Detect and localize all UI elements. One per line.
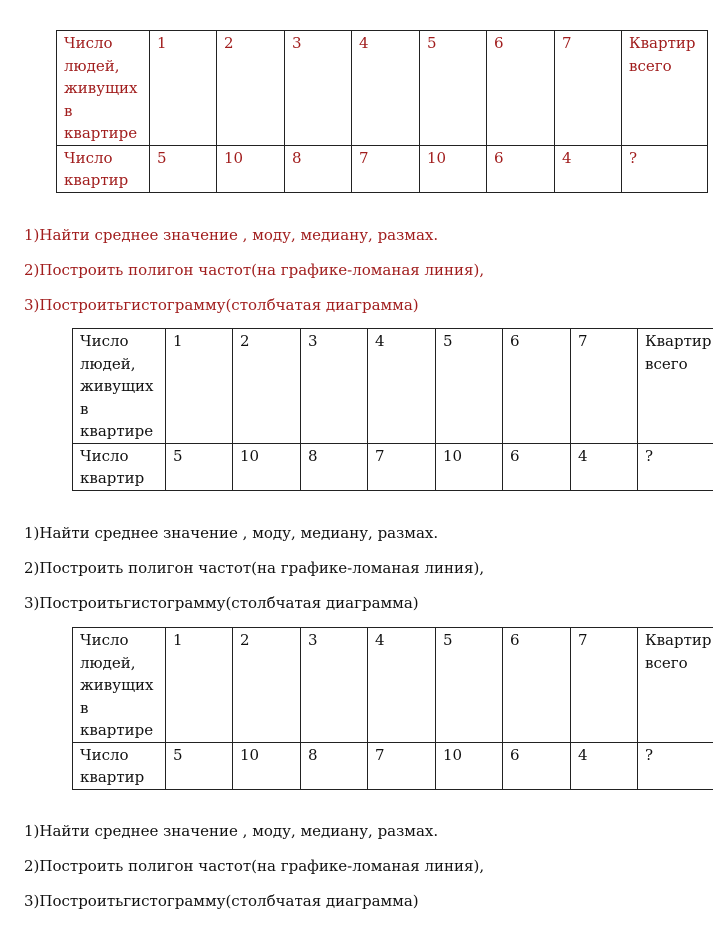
people-cell: 1 (150, 31, 217, 146)
total-header-cell: Квартир всего (622, 31, 708, 146)
apartments-cell: 6 (503, 742, 571, 789)
apartments-cell: 5 (150, 145, 217, 192)
total-value-cell: ? (638, 443, 713, 490)
total-value-cell: ? (622, 145, 708, 192)
people-cell: 4 (368, 329, 436, 444)
total-header-cell: Квартир всего (638, 628, 713, 743)
row-label-apartments: Число квартир (73, 443, 166, 490)
people-cell: 6 (487, 31, 555, 146)
total-header-cell: Квартир всего (638, 329, 713, 444)
apartments-cell: 5 (166, 443, 233, 490)
people-cell: 4 (368, 628, 436, 743)
row-label-people: Число людей, живущих в квартире (73, 329, 166, 444)
people-cell: 5 (436, 329, 503, 444)
people-cell: 2 (217, 31, 285, 146)
people-cell: 6 (503, 628, 571, 743)
apartments-cell: 7 (352, 145, 420, 192)
apartments-cell: 8 (285, 145, 352, 192)
apartments-cell: 8 (301, 742, 368, 789)
people-cell: 7 (555, 31, 622, 146)
people-cell: 1 (166, 329, 233, 444)
table-row-apartments (73, 742, 713, 789)
apartments-cell: 6 (503, 443, 571, 490)
apartments-cell: 5 (166, 742, 233, 789)
apartments-cell: 10 (420, 145, 487, 192)
row-label-apartments: Число квартир (57, 145, 150, 192)
data-table-2 (72, 328, 713, 491)
task-line-1: 1)Найти среднее значение , моду, медиану, размах. (24, 226, 439, 244)
task-line-1: 1)Найти среднее значение , моду, медиану, размах. (24, 822, 439, 840)
apartments-cell: 4 (571, 742, 638, 789)
apartments-cell: 10 (436, 742, 503, 789)
task-line-2: 2)Построить полигон частот(на графике-ломаная линия), (24, 261, 485, 279)
row-label-people: Число людей, живущих в квартире (73, 628, 166, 743)
row-label-apartments: Число квартир (73, 742, 166, 789)
apartments-cell: 7 (368, 742, 436, 789)
total-value-cell: ? (638, 742, 713, 789)
people-cell: 3 (285, 31, 352, 146)
apartments-cell: 10 (436, 443, 503, 490)
people-cell: 6 (503, 329, 571, 444)
people-cell: 5 (436, 628, 503, 743)
table-row-people (73, 628, 713, 743)
task-line-2: 2)Построить полигон частот(на графике-ломаная линия), (24, 857, 485, 875)
people-cell: 1 (166, 628, 233, 743)
people-cell: 2 (233, 329, 301, 444)
apartments-cell: 10 (233, 443, 301, 490)
data-table-3 (72, 627, 713, 790)
table-row-people (73, 329, 713, 444)
people-cell: 5 (420, 31, 487, 146)
people-cell: 7 (571, 628, 638, 743)
data-table-1 (56, 30, 708, 193)
task-line-3: 3)Построитьгистограмму(столбчатая диаграмма) (24, 594, 419, 612)
apartments-cell: 4 (555, 145, 622, 192)
task-line-2: 2)Построить полигон частот(на графике-ломаная линия), (24, 559, 485, 577)
task-line-3: 3)Построитьгистограмму(столбчатая диаграмма) (24, 296, 419, 314)
task-line-1: 1)Найти среднее значение , моду, медиану, размах. (24, 524, 439, 542)
table-row-apartments (73, 443, 713, 490)
table-row-people (57, 31, 708, 146)
apartments-cell: 10 (217, 145, 285, 192)
apartments-cell: 4 (571, 443, 638, 490)
people-cell: 3 (301, 329, 368, 444)
people-cell: 4 (352, 31, 420, 146)
people-cell: 3 (301, 628, 368, 743)
apartments-cell: 10 (233, 742, 301, 789)
row-label-people: Число людей, живущих в квартире (57, 31, 150, 146)
task-line-3: 3)Построитьгистограмму(столбчатая диаграмма) (24, 892, 419, 910)
table-row-apartments (57, 145, 708, 192)
apartments-cell: 6 (487, 145, 555, 192)
apartments-cell: 8 (301, 443, 368, 490)
people-cell: 7 (571, 329, 638, 444)
apartments-cell: 7 (368, 443, 436, 490)
people-cell: 2 (233, 628, 301, 743)
